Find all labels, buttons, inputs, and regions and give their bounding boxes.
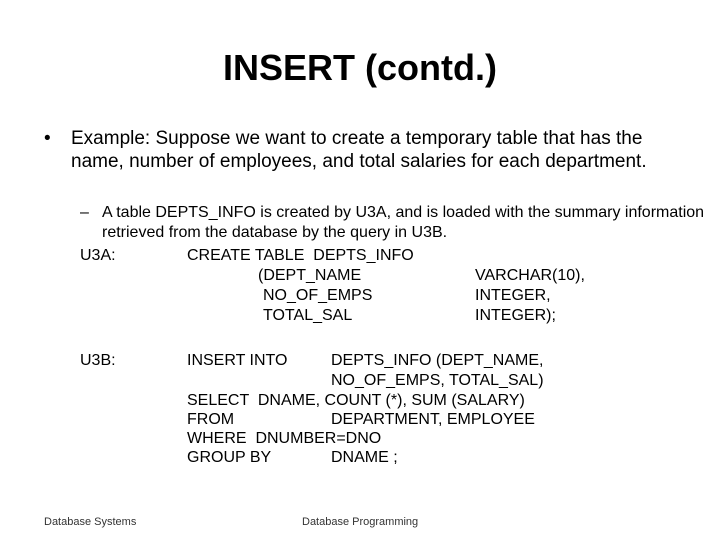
u3a-col-type: INTEGER, <box>475 287 551 304</box>
u3b-insert-keyword: INSERT INTO <box>187 352 288 369</box>
u3b-where-clause: WHERE DNUMBER=DNO <box>187 430 382 447</box>
sub-bullet-text: A table DEPTS_INFO is created by U3A, and is loaded with the summary information retrieved from the database by the query in U3B. <box>102 204 705 241</box>
footer-left: Database Systems <box>44 516 137 528</box>
u3b-from-tables: DEPARTMENT, EMPLOYEE <box>331 411 535 428</box>
sub-bullet-marker: – <box>80 204 89 221</box>
u3b-groupby-keyword: GROUP BY <box>187 449 272 466</box>
u3a-col-name: (DEPT_NAME <box>258 267 362 284</box>
bullet-text: Example: Suppose we want to create a temporary table that has the name, number of employees, and total salaries for each department. <box>71 128 647 172</box>
u3b-insert-columns: NO_OF_EMPS, TOTAL_SAL) <box>331 372 544 389</box>
slide-title: INSERT (contd.) <box>223 47 497 88</box>
u3a-col-name: TOTAL_SAL <box>263 307 353 324</box>
u3a-col-type: VARCHAR(10), <box>475 267 585 284</box>
u3a-col-type: INTEGER); <box>475 307 556 324</box>
footer-center: Database Programming <box>302 516 419 528</box>
bullet-marker: • <box>44 128 51 149</box>
main-bullet <box>44 127 684 173</box>
u3b-insert-target: DEPTS_INFO (DEPT_NAME, <box>331 352 544 369</box>
u3b-groupby-column: DNAME ; <box>331 449 398 466</box>
u3b-from-keyword: FROM <box>187 411 235 428</box>
u3a-label: U3A: <box>80 247 116 264</box>
sub-bullet <box>80 203 705 243</box>
u3a-col-name: NO_OF_EMPS <box>263 287 373 304</box>
u3a-create: CREATE TABLE DEPTS_INFO <box>187 247 414 264</box>
u3b-label: U3B: <box>80 352 116 369</box>
u3b-select-clause: SELECT DNAME, COUNT (*), SUM (SALARY) <box>187 392 525 409</box>
